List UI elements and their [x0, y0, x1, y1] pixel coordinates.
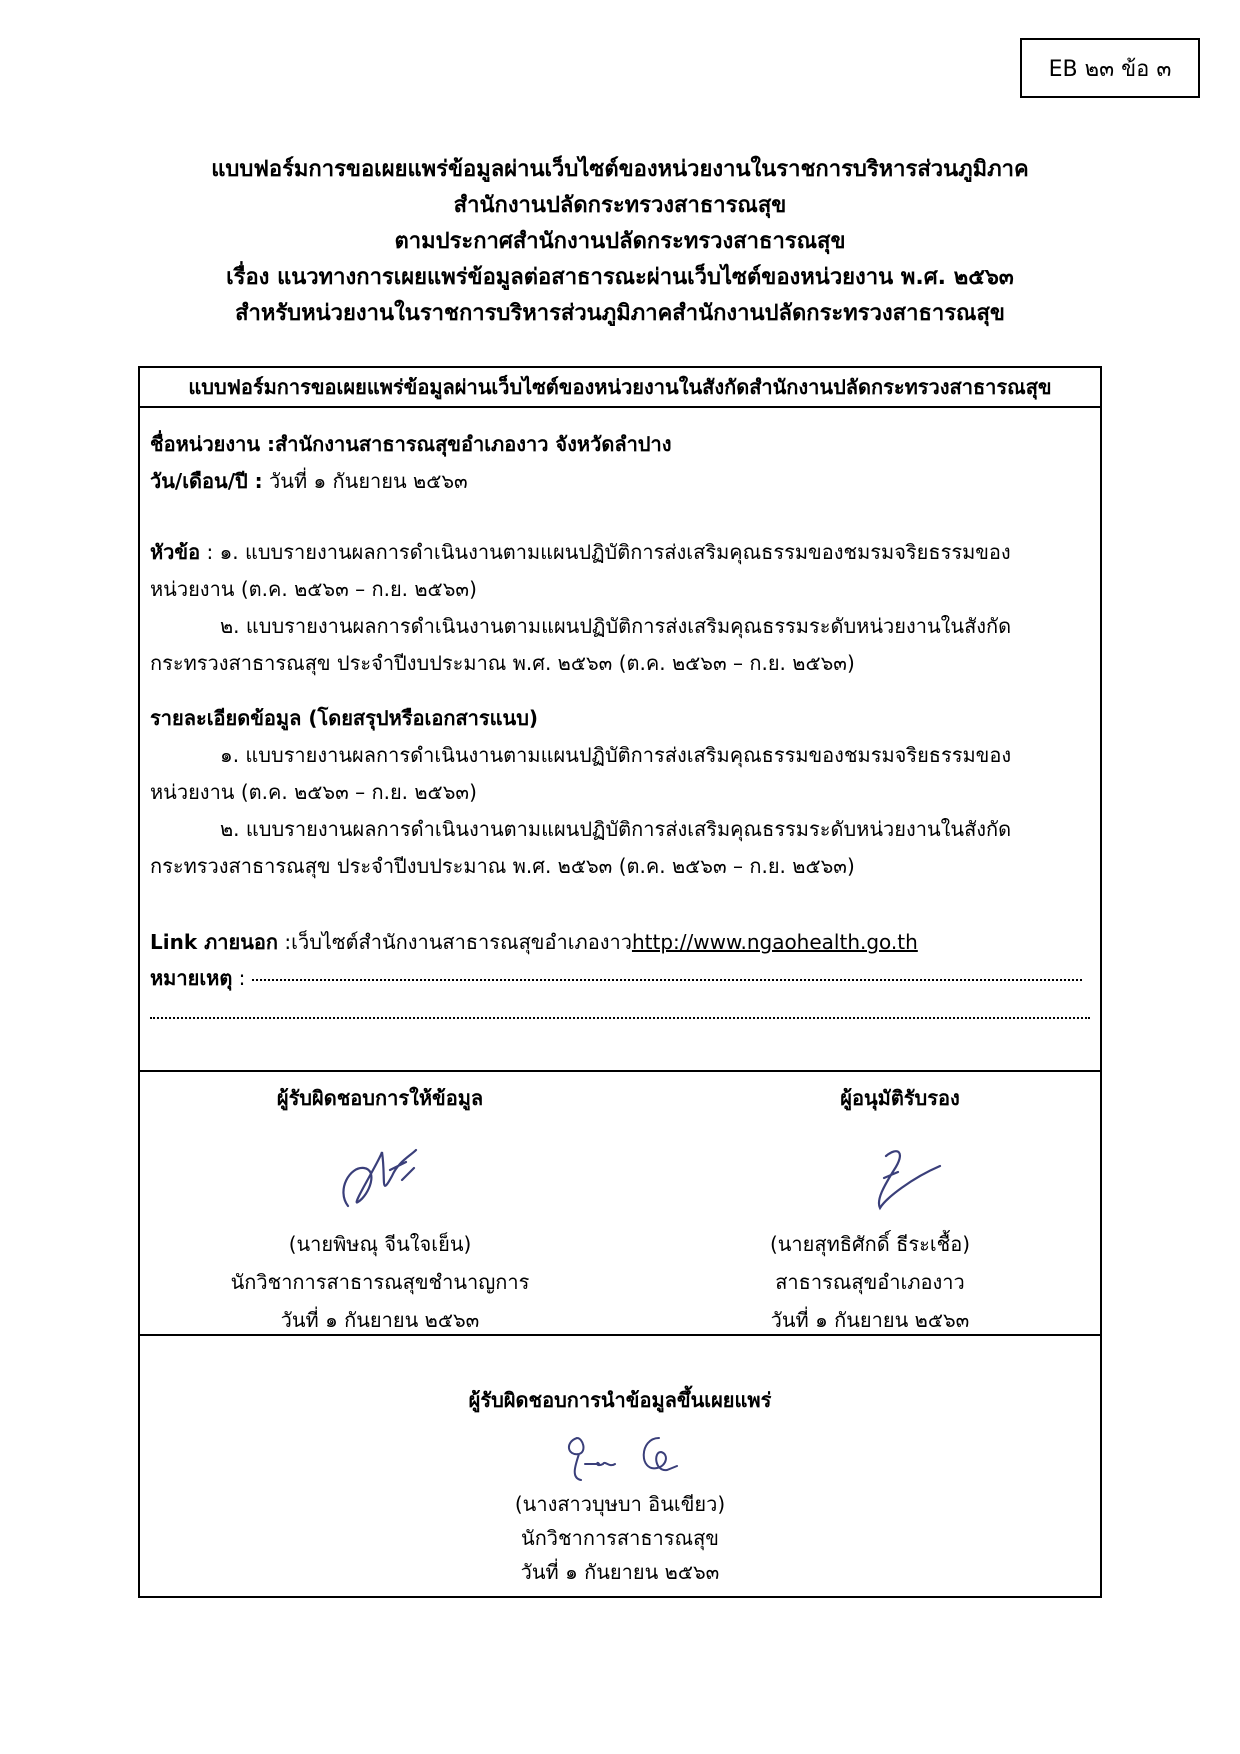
publisher-signature: [555, 1424, 715, 1488]
topic-line: หน่วยงาน (ต.ค. ๒๕๖๓ – ก.ย. ๒๕๖๓): [150, 577, 477, 601]
topic-text: : ๑. แบบรายงานผลการดำเนินงานตามแผนปฏิบัติการส่งเสริมคุณธรรมของชมรมจริยธรรมของ: [200, 540, 1011, 564]
approver-position: สาธารณสุขอำเภองาว: [775, 1270, 965, 1294]
document-tag: [1020, 38, 1200, 98]
note-dotted-line: [252, 978, 1082, 981]
approver-label: ผู้อนุมัติรับรอง: [840, 1086, 960, 1110]
agency-value: สำนักงานสาธารณสุขอำเภองาว จังหวัดลำปาง: [275, 432, 672, 456]
publisher-section: [140, 1336, 1100, 1594]
approver-date: วันที่ ๑ กันยายน ๒๕๖๓: [770, 1308, 970, 1332]
publisher-position: นักวิชาการสาธารณสุข: [521, 1526, 719, 1550]
document-header: [140, 152, 1100, 332]
topic-line: ๒. แบบรายงานผลการดำเนินงานตามแผนปฏิบัติการส่งเสริมคุณธรรมระดับหน่วยงานในสังกัด: [220, 614, 1012, 638]
publisher-date: วันที่ ๑ กันยายน ๒๕๖๓: [520, 1560, 720, 1584]
link-prefix: :เว็บไซต์สำนักงานสาธารณสุขอำเภองาว: [278, 930, 632, 954]
header-line: สำนักงานปลัดกระทรวงสาธารณสุข: [453, 193, 787, 218]
header-line: แบบฟอร์มการขอเผยแพร่ข้อมูลผ่านเว็บไซต์ของหน่วยงานในราชการบริหารส่วนภูมิภาค: [211, 157, 1029, 182]
responsible-name: (นายพิษณุ จีนใจเย็น): [288, 1232, 472, 1256]
agency-line: [150, 428, 672, 460]
form-title: แบบฟอร์มการขอเผยแพร่ข้อมูลผ่านเว็บไซต์ของหน่วยงานในสังกัดสำนักงานปลัดกระทรวงสาธารณสุข: [140, 368, 1100, 408]
note-separator: :: [232, 966, 252, 990]
topic-line: กระทรวงสาธารณสุข ประจำปีงบประมาณ พ.ศ. ๒๕๖๓ (ต.ค. ๒๕๖๓ – ก.ย. ๒๕๖๓): [150, 651, 855, 675]
note-line-2: [150, 1004, 1090, 1028]
detail-line: กระทรวงสาธารณสุข ประจำปีงบประมาณ พ.ศ. ๒๕๖๓ (ต.ค. ๒๕๖๓ – ก.ย. ๒๕๖๓): [150, 854, 855, 878]
detail-line: ๒. แบบรายงานผลการดำเนินงานตามแผนปฏิบัติการส่งเสริมคุณธรรมระดับหน่วยงานในสังกัด: [220, 817, 1012, 841]
detail-heading: [150, 702, 538, 734]
link-line: [150, 926, 918, 958]
date-value: วันที่ ๑ กันยายน ๒๕๖๓: [262, 469, 468, 493]
detail-line: ๑. แบบรายงานผลการดำเนินงานตามแผนปฏิบัติการส่งเสริมคุณธรรมของชมรมจริยธรรมของ: [220, 743, 1012, 767]
detail-line: หน่วยงาน (ต.ค. ๒๕๖๓ – ก.ย. ๒๕๖๓): [150, 780, 477, 804]
date-line: [150, 465, 468, 497]
website-link[interactable]: http://www.ngaohealth.go.th: [631, 930, 918, 954]
approver-name: (นายสุทธิศักดิ์ ธีระเชื้อ): [769, 1232, 971, 1256]
header-line: ตามประกาศสำนักงานปลัดกระทรวงสาธารณสุข: [394, 229, 846, 254]
document-tag-text: EB ๒๓ ข้อ ๓: [1048, 56, 1172, 82]
approver-signature: [840, 1138, 960, 1218]
publisher-name: (นางสาวบุษบา อินเขียว): [514, 1492, 726, 1516]
responsible-label: ผู้รับผิดชอบการให้ข้อมูล: [276, 1086, 484, 1110]
agency-label: ชื่อหน่วยงาน :: [150, 432, 276, 456]
responsible-signature: [320, 1140, 440, 1220]
signature-section: [140, 1072, 1100, 1336]
topic-line: [150, 536, 1011, 568]
header-line: เรื่อง แนวทางการเผยแพร่ข้อมูลต่อสาธารณะผ่านเว็บไซต์ของหน่วยงาน พ.ศ. ๒๕๖๓: [226, 265, 1014, 290]
publisher-label: ผู้รับผิดชอบการนำข้อมูลขึ้นเผยแพร่: [468, 1388, 772, 1412]
link-label: Link ภายนอก: [150, 930, 279, 954]
publication-form: [138, 366, 1102, 1598]
responsible-date: วันที่ ๑ กันยายน ๒๕๖๓: [280, 1308, 480, 1332]
date-label: วัน/เดือน/ปี :: [150, 469, 263, 493]
responsible-position: นักวิชาการสาธารณสุขชำนาญการ: [230, 1270, 530, 1294]
note-line: [150, 962, 1082, 994]
detail-heading-text: รายละเอียดข้อมูล (โดยสรุปหรือเอกสารแนบ): [150, 706, 539, 730]
header-line: สำหรับหน่วยงานในราชการบริหารส่วนภูมิภาคสำนักงานปลัดกระทรวงสาธารณสุข: [235, 301, 1005, 326]
note-dotted-line: [150, 1016, 1090, 1019]
topic-label: หัวข้อ: [150, 540, 201, 564]
note-label: หมายเหตุ: [150, 966, 233, 990]
form-info-section: [140, 408, 1100, 1072]
